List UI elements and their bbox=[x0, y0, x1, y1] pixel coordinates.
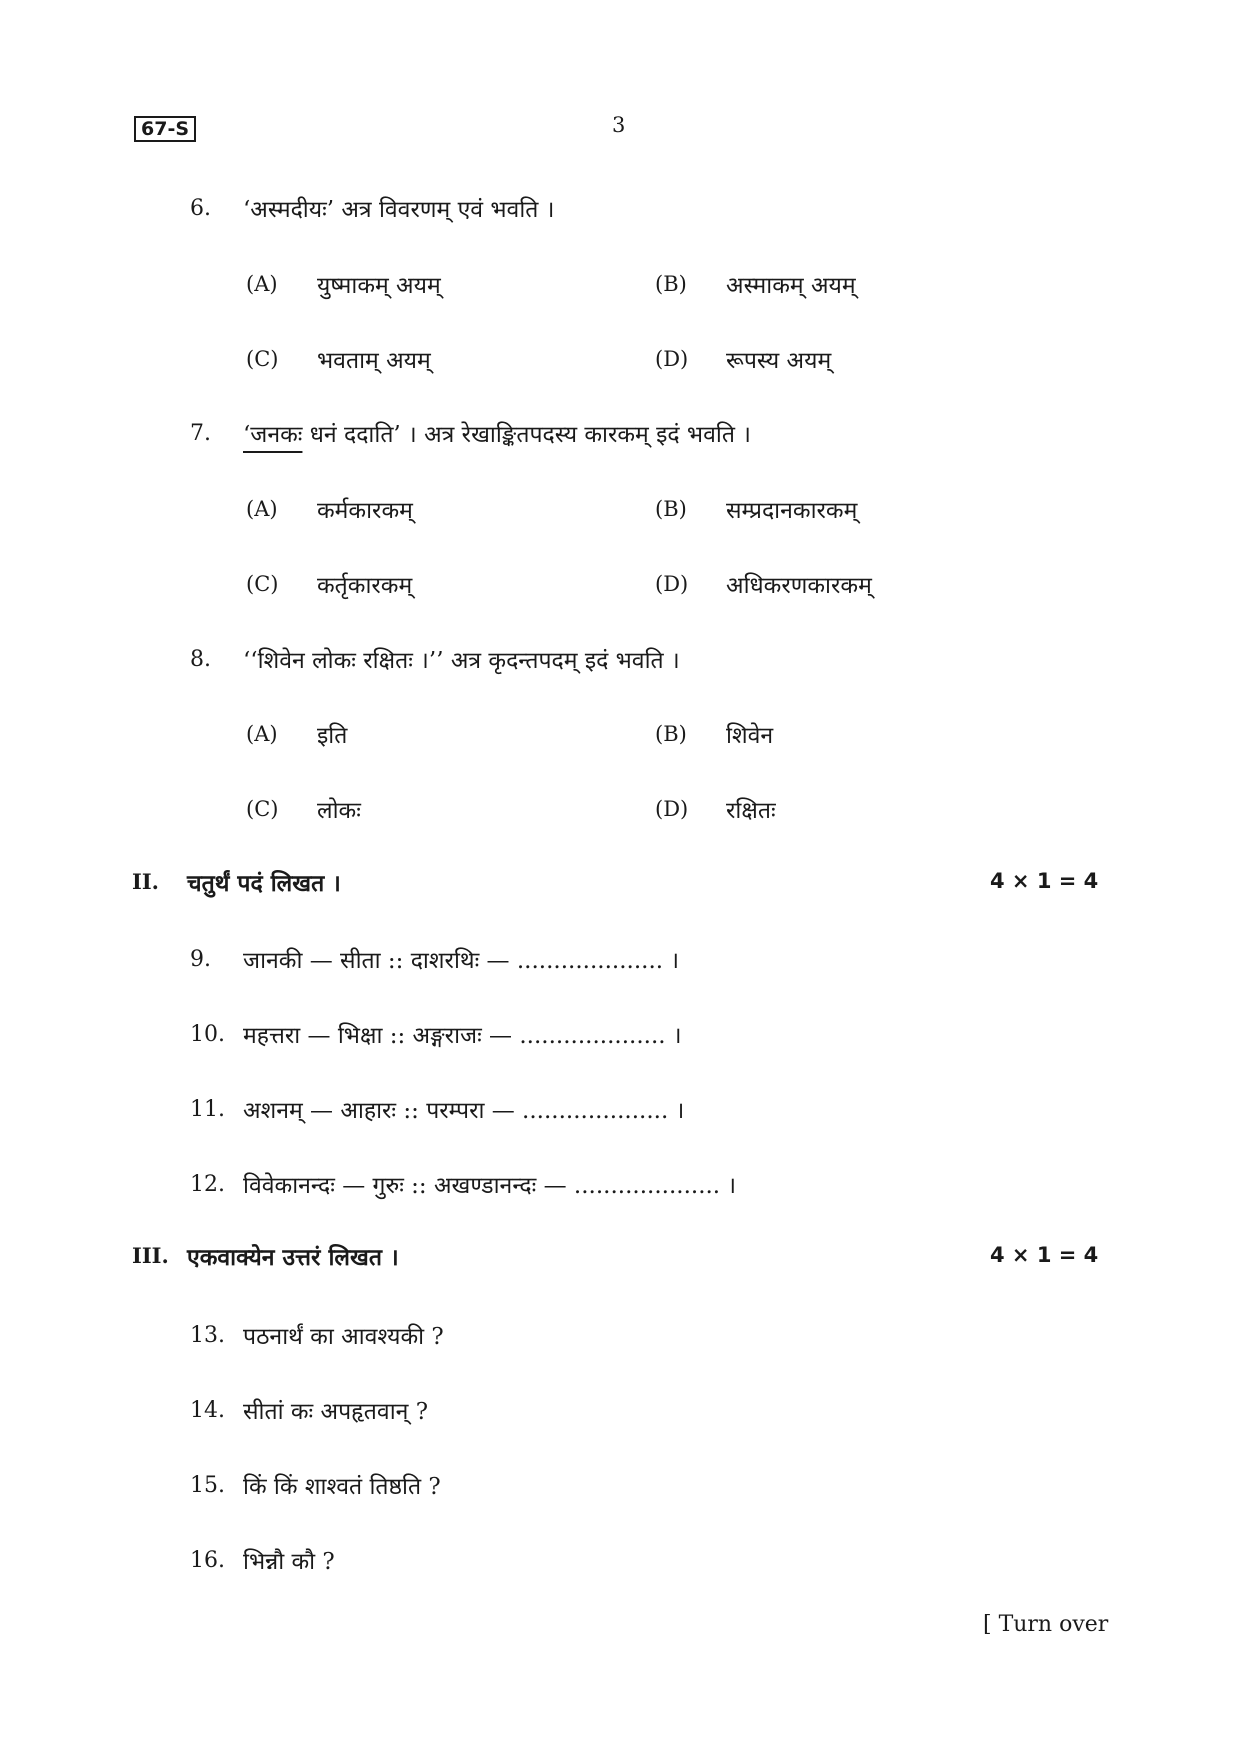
question-number: 7. bbox=[190, 421, 211, 446]
section-marks: 4 × 1 = 4 bbox=[990, 1243, 1099, 1267]
option-letter: (B) bbox=[655, 497, 687, 521]
option-text: इति bbox=[317, 723, 348, 749]
question-number: 11. bbox=[190, 1097, 225, 1122]
option-text: रूपस्य अयम् bbox=[726, 348, 832, 374]
question-number: 16. bbox=[190, 1548, 225, 1573]
question-text: विवेकानन्दः — गुरुः :: अखण्डानन्दः — .................... । bbox=[243, 1173, 737, 1199]
option-letter: (C) bbox=[246, 797, 279, 821]
question-number: 12. bbox=[190, 1172, 225, 1197]
option-letter: (A) bbox=[246, 722, 278, 746]
option-text: युष्माकम् अयम् bbox=[317, 273, 441, 299]
section-number: III. bbox=[132, 1243, 169, 1268]
option-text: शिवेन bbox=[726, 723, 774, 749]
question-text: जानकी — सीता :: दाशरथिः — .................... । bbox=[243, 948, 680, 974]
section-number: II. bbox=[132, 869, 159, 894]
section-title: चतुर्थं पदं लिखत । bbox=[187, 870, 341, 897]
question-text: अशनम् — आहारः :: परम्परा — .................... । bbox=[243, 1098, 685, 1124]
question-text: किं किं शाश्वतं तिष्ठति ? bbox=[243, 1474, 441, 1500]
question-number: 9. bbox=[190, 947, 211, 972]
question-text bbox=[243, 417, 751, 449]
option-letter: (B) bbox=[655, 272, 687, 296]
option-text: भवताम् अयम् bbox=[317, 348, 431, 374]
paper-code: 67-S bbox=[134, 116, 196, 142]
underlined-word: ‘जनकः bbox=[243, 422, 303, 448]
question-number: 14. bbox=[190, 1398, 225, 1423]
question-text-rest: धनं ददाति’ । अत्र रेखाङ्कितपदस्य कारकम् इदं भवति । bbox=[302, 422, 751, 448]
option-letter: (C) bbox=[246, 347, 279, 371]
option-letter: (A) bbox=[246, 497, 278, 521]
turn-over-note: [ Turn over bbox=[983, 1612, 1109, 1637]
option-letter: (C) bbox=[246, 572, 279, 596]
question-number: 10. bbox=[190, 1022, 225, 1047]
option-letter: (A) bbox=[246, 272, 278, 296]
option-text: सम्प्रदानकारकम् bbox=[726, 498, 858, 524]
option-text: कर्मकारकम् bbox=[317, 498, 413, 524]
section-title: एकवाक्येन उत्तरं लिखत । bbox=[187, 1244, 399, 1271]
option-letter: (D) bbox=[655, 347, 689, 371]
option-letter: (D) bbox=[655, 572, 689, 596]
option-text: अस्माकम् अयम् bbox=[726, 273, 856, 299]
question-number: 13. bbox=[190, 1323, 225, 1348]
question-text: पठनार्थं का आवश्यकी ? bbox=[243, 1324, 444, 1350]
option-text: कर्तृकारकम् bbox=[317, 573, 413, 599]
option-text: लोकः bbox=[317, 798, 361, 824]
option-text: अधिकरणकारकम् bbox=[726, 573, 872, 599]
option-letter: (D) bbox=[655, 797, 689, 821]
question-text: भिन्नौ कौ ? bbox=[243, 1549, 335, 1575]
question-number: 8. bbox=[190, 647, 211, 672]
page-number: 3 bbox=[612, 113, 626, 137]
question-number: 6. bbox=[190, 196, 211, 221]
question-text: ‘‘शिवेन लोकः रक्षितः ।’’ अत्र कृदन्तपदम् इदं भवति । bbox=[243, 648, 680, 674]
question-text: महत्तरा — भिक्षा :: अङ्गराजः — .................... । bbox=[243, 1023, 682, 1049]
question-text: ‘अस्मदीयः’ अत्र विवरणम् एवं भवति । bbox=[243, 197, 555, 223]
option-text: रक्षितः bbox=[726, 798, 776, 824]
option-letter: (B) bbox=[655, 722, 687, 746]
question-number: 15. bbox=[190, 1473, 225, 1498]
question-text: सीतां कः अपहृतवान् ? bbox=[243, 1399, 429, 1425]
section-marks: 4 × 1 = 4 bbox=[990, 869, 1099, 893]
